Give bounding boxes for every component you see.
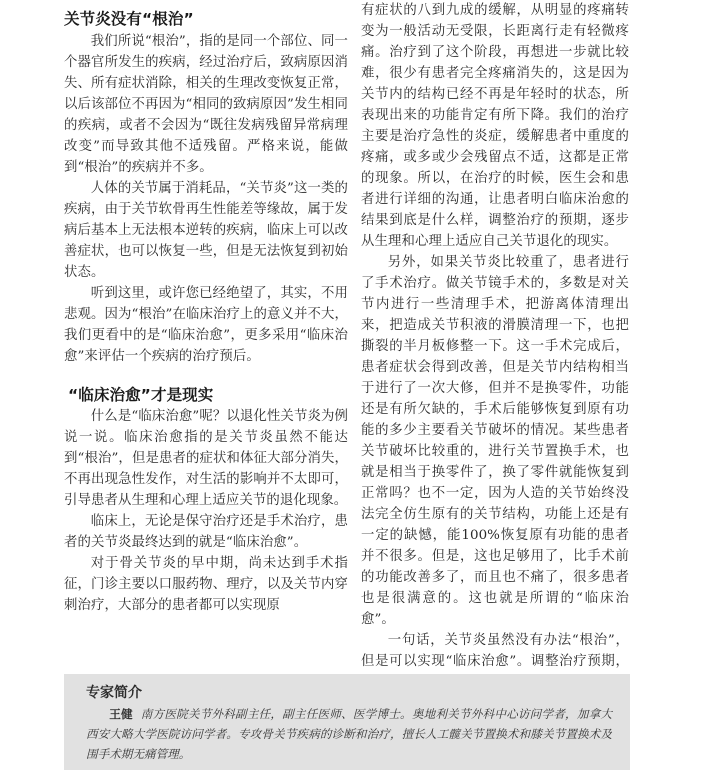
paragraph: 临床上，无论是保守治疗还是手术治疗，患者的关节炎最终达到的就是“临床治愈”。: [64, 514, 348, 550]
section-heading-no-cure: 关节炎没有“根治”: [64, 10, 194, 28]
paragraph: 听到这里，或许您已经绝望了，其实，不用悲观。因为“根治”在临床治疗上的意义并不大，我们更看中的是“临床治愈”，更多采用“临床治愈”来评估一个疾病的治疗预后。: [64, 286, 348, 364]
paragraph-text: 一句话，关节炎虽然没有办法“根治”，但是可以实现“临床治愈”。调整治疗预期，: [361, 633, 629, 669]
paragraph: 人体的关节属于消耗品，“关节炎”这一类的疾病，由于关节软骨再生性能差等缘故，属于发病后基本上无法根本逆转的疾病，临床上可以改善症状，也可以恢复一些，但是无法恢复到初始状态。: [64, 181, 348, 280]
paragraph: 什么是“临床治愈”呢？以退化性关节炎为例说一说。临床治愈指的是关节炎虽然不能达到“根治”，但是患者的症状和体征大部分消失，不再出现急性发作，对生活的影响并不太即可，引导患者从生理和心理上适应关节的退化现象。: [64, 409, 348, 508]
bio-description: 南方医院关节外科副主任，副主任医师、医学博士。奥地利关节外科中心访问学者，加拿大西安大略大学医院访问学者。专攻骨关节疾病的诊断和治疗，擅长人工髋关节置换术和膝关节置换术及围手术期无痛管理。: [86, 707, 612, 761]
paragraph: 另外，如果关节炎比较重了，患者进行了手术治疗。做关节镜手术的，多数是对关节内进行一些清理手术，把游离体清理出来，把造成关节积液的滑膜清理一下，也把撕裂的半月板修整一下。这一手术完成后，患者症状会得到改善，但是关节内结构相当于进行了一次大修，但并不是换零件，功能还是有所欠缺的，手术后能够恢复到原有功能的多少主要看关节破坏的情况。某些患者关节破坏比较重的，进行关节置换手术，也就是相当于换零件了，换了零件就能恢复到正常吗？也不一定，因为人造的关节始终没法完全仿生原有的关节结构，功能上还是有一定的缺憾，能100%恢复原有功能的患者并不很多。但是，这也足够用了，比手术前的功能改善多了，而且也不痛了，很多患者也是很满意的。这也就是所谓的“临床治愈”。: [361, 255, 629, 627]
paragraph-continued: 有症状的八到九成的缓解，从明显的疼痛转变为一般活动无受限，长距离行走有轻微疼痛。治疗到了这个阶段，再想进一步就比较难，很少有患者完全疼痛消失的，这是因为关节内的结构已经不再是年轻时的状态，所表现出来的功能肯定有所下降。我们的治疗主要是治疗急性的炎症，缓解患者中重度的疼痛，或多或少会残留点不适，这都是正常的现象。所以，在治疗的时候，医生会和患者进行详细的沟通，让患者明白临床治愈的结果到底是什么样，调整治疗的预期，逐步从生理和心理上适应自己关节退化的现实。: [361, 3, 629, 249]
expert-bio-box: [64, 674, 630, 770]
paragraph: 对于骨关节炎的早中期，尚未达到手术指征，门诊主要以口服药物、理疗，以及关节内穿刺治疗，大部分的患者都可以实现原: [64, 556, 348, 613]
bio-title: 专家简介: [86, 685, 142, 701]
section-heading-clinical-cure: “临床治愈”才是现实: [68, 386, 214, 404]
expert-name: 王健: [109, 707, 133, 721]
right-column: [361, 0, 629, 714]
paragraph: 我们所说“根治”，指的是同一个部位、同一个器官所发生的疾病，经过治疗后，致病原因消失、所有症状消除，相关的生理改变恢复正常，以后该部位不再因为“相同的致病原因”发生相同的疾病，或者不会因为“既往发病残留异常病理改变”而导致其他不适残留。严格来说，能做到“根治”的疾病并不多。: [64, 34, 348, 175]
bio-text: [86, 704, 612, 764]
left-column: [64, 0, 348, 616]
